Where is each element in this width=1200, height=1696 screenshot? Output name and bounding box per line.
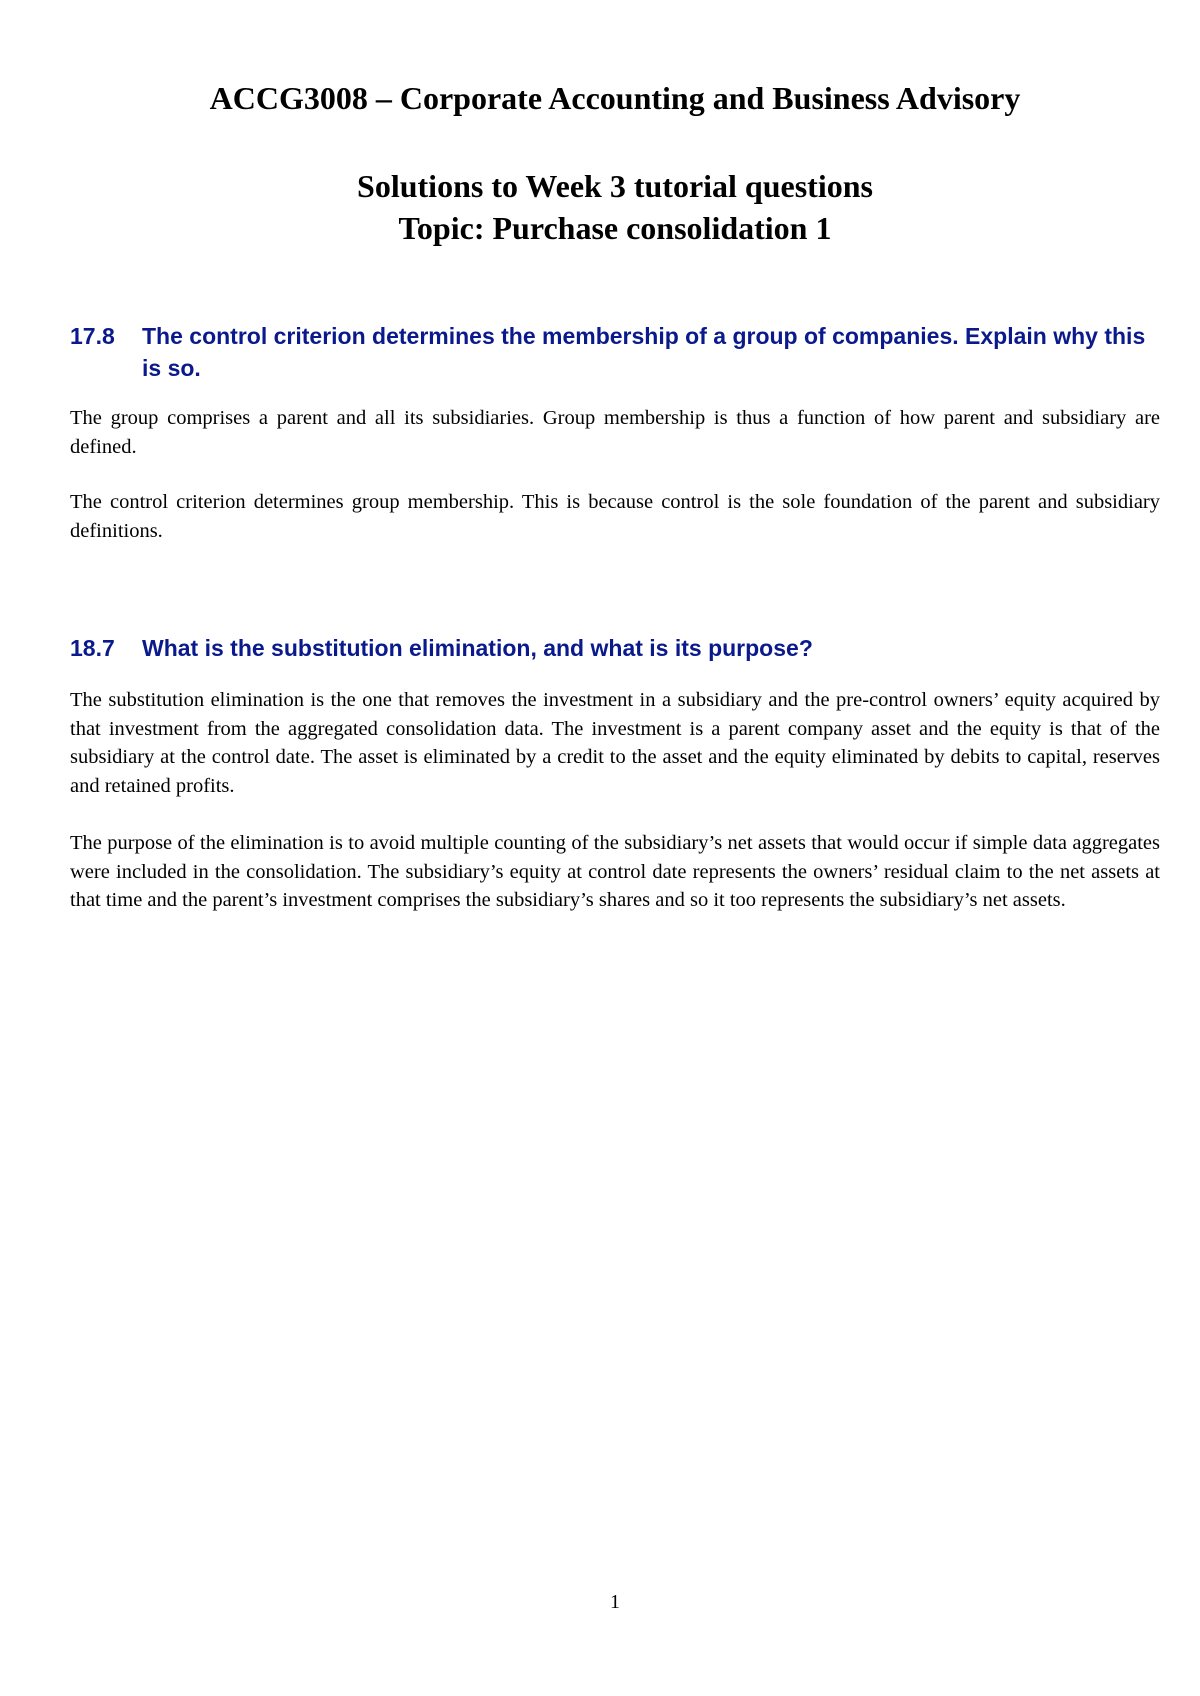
question-number: 18.7 (70, 635, 115, 661)
question-heading-2 (70, 632, 1160, 664)
page-number: 1 (610, 1591, 620, 1613)
question-text: The control criterion determines the membership of a group of companies. Explain why this is so. (142, 323, 1146, 381)
document-subtitle (70, 165, 1160, 249)
question-number: 17.8 (70, 323, 115, 349)
document-page (70, 0, 1160, 1696)
answer-paragraph: The purpose of the elimination is to avoid multiple counting of the subsidiary’s net assets that would occur if simple data aggregates were included in the consolidation. The subsidiary’s equity at control date represents the owners’ residual claim to the net assets at that time and the parent’s investment comprises the subsidiary’s shares and so it too represents the subsidiary’s net assets. (70, 832, 1160, 911)
course-title: ACCG3008 – Corporate Accounting and Business Advisory (209, 80, 1021, 116)
question-heading-1 (70, 320, 1160, 384)
question-text: What is the substitution elimination, and what is its purpose? (142, 635, 813, 661)
subtitle-line-2: Topic: Purchase consolidation 1 (398, 210, 832, 246)
answer-paragraph: The substitution elimination is the one that removes the investment in a subsidiary and the pre-control owners’ equity acquired by that investment from the aggregated consolidation data. The investment is a parent company asset and the equity is that of the subsidiary at the control date. The asset is eliminated by a credit to the asset and the equity eliminated by debits to capital, reserves and retained profits. (70, 689, 1160, 797)
subtitle-line-1: Solutions to Week 3 tutorial questions (357, 168, 873, 204)
answer-paragraph: The group comprises a parent and all its subsidiaries. Group membership is thus a function of how parent and subsidiary are defined. (70, 407, 1160, 458)
answer-paragraph: The control criterion determines group membership. This is because control is the sole foundation of the parent and subsidiary definitions. (70, 491, 1160, 542)
